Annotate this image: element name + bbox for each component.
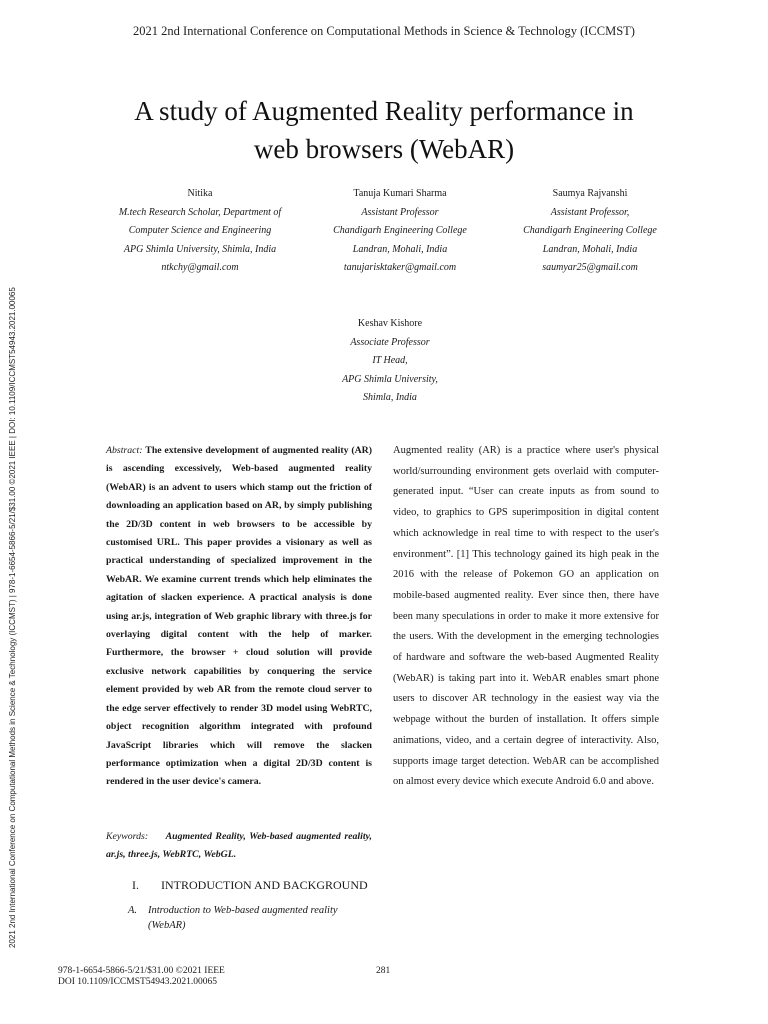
author-affiliation: Landran, Mohali, India [542,243,638,255]
paper-title [100,92,668,168]
author-affiliation: M.tech Research Scholar, Department of [118,206,282,218]
footer-identifiers [58,966,225,988]
author-affiliation: IT Head, [372,355,408,366]
author-name: Nitika [187,188,213,199]
section-number: I. [132,878,139,892]
author-block-1 [100,185,300,278]
author-block-4 [290,315,490,408]
author-affiliation: Assistant Professor [361,206,439,218]
author-affiliation: Chandigarh Engineering College [523,225,657,236]
title-line-2: web browsers (WebAR) [253,134,515,164]
author-name: Saumya Rajvanshi [552,188,628,199]
author-email: ntkchy@gmail.com [161,262,239,273]
abstract [106,442,372,792]
author-affiliation: Shimla, India [363,392,417,403]
author-name: Keshav Kishore [357,318,423,329]
subsection-heading [128,903,368,933]
keywords-label: Keywords: [106,831,149,842]
title-line-1: A study of Augmented Reality performance in [134,96,634,126]
author-block-3 [490,185,690,278]
abstract-label: Abstract: [106,445,143,456]
keywords [106,828,372,865]
page-number: 281 [376,966,391,976]
author-block-2 [300,185,500,278]
conference-header: 2021 2nd International Conference on Computational Methods in Science & Technology (ICCMST) [133,24,635,38]
footer-isbn: 978-1-6654-5866-5/21/$31.00 ©2021 IEEE [58,966,225,976]
subsection-number: A. [128,905,138,916]
footer-doi: DOI 10.1109/ICCMST54943.2021.00065 [58,977,218,987]
section-heading [106,878,372,893]
keywords-text: Augmented Reality, Web-based augmented reality, ar.js, three.js, WebRTC, WebGL. [106,831,372,861]
author-affiliation: Chandigarh Engineering College [333,225,467,236]
intro-paragraph: Augmented reality (AR) is a practice where user's physical world/surrounding environment gets overlaid with computer-generated input. “User can create inputs as from sound to video, to graphics to GPS superimposition in digital content which acknowledge in real time to with respect to the user's environment”. [1] This technology gained its high peak in the 2016 with the release of Pokemon GO an application on mobile-based augmented reality. Ever since then, there have been many speculations in order to make it more extensive for the users. With the development in the emerging technologies of hardware and software the web-based Augmented Reality (WebAR) is taking part into it. WebAR enables smart phone users to discover AR technology in the easiest way via the webpage without the burden of installation. It offers simple animations, video, and a certain degree of interactivity. Also, supports image target detection. WebAR can be accomplished on almost every device which execute Android 6.0 and above. [393,445,659,788]
side-identifier-strip: 2021 2nd International Conference on Computational Methods in Science & Technology (ICCMST) | 978-1-6654-5866-5/21/$31.00 ©2021 IEEE | DOI: 10.1109/ICCMST54943.2021.00065 [8,287,17,948]
author-affiliation: APG Shimla University, Shimla, India [123,243,277,255]
author-affiliation: Computer Science and Engineering [128,225,272,236]
author-affiliation: Assistant Professor, [550,206,630,218]
author-email: saumyar25@gmail.com [542,262,638,273]
author-email: tanujarisktaker@gmail.com [343,262,457,273]
author-affiliation: Associate Professor [350,336,430,348]
author-affiliation: APG Shimla University, [342,373,438,385]
section-title: INTRODUCTION AND BACKGROUND [161,878,368,892]
abstract-text: The extensive development of augmented reality (AR) is ascending excessively, Web-based augmented reality (WebAR) is an advent to users which stamp out the friction of downloading an application based on AR, by simply publishing the 2D/3D content in web browsers to be accessible by customised URL. This paper provides a visionary as well as practical understanding of specialized improvement in the WebAR. We examine current trends which help eliminates the agitation of slacken experience. A practical analysis is done using ar.js, integration of Web graphic library with three.js for overlaying digital content with the help of marker. Furthermore, the browser + cloud solution will provide exclusive network capabilities by conquering the service element provided by web AR from the remote cloud server to the edge server effectively to render 3D model using WebRTC, object recognition algorithm integrated with profound JavaScript libraries which will remove the slacken performance optimization when a digital 2D/3D content is rendered in the user device's camera. [106,445,372,788]
author-name: Tanuja Kumari Sharma [353,188,447,199]
subsection-title: Introduction to Web-based augmented reality (WebAR) [148,905,338,931]
author-affiliation: Landran, Mohali, India [352,243,448,255]
